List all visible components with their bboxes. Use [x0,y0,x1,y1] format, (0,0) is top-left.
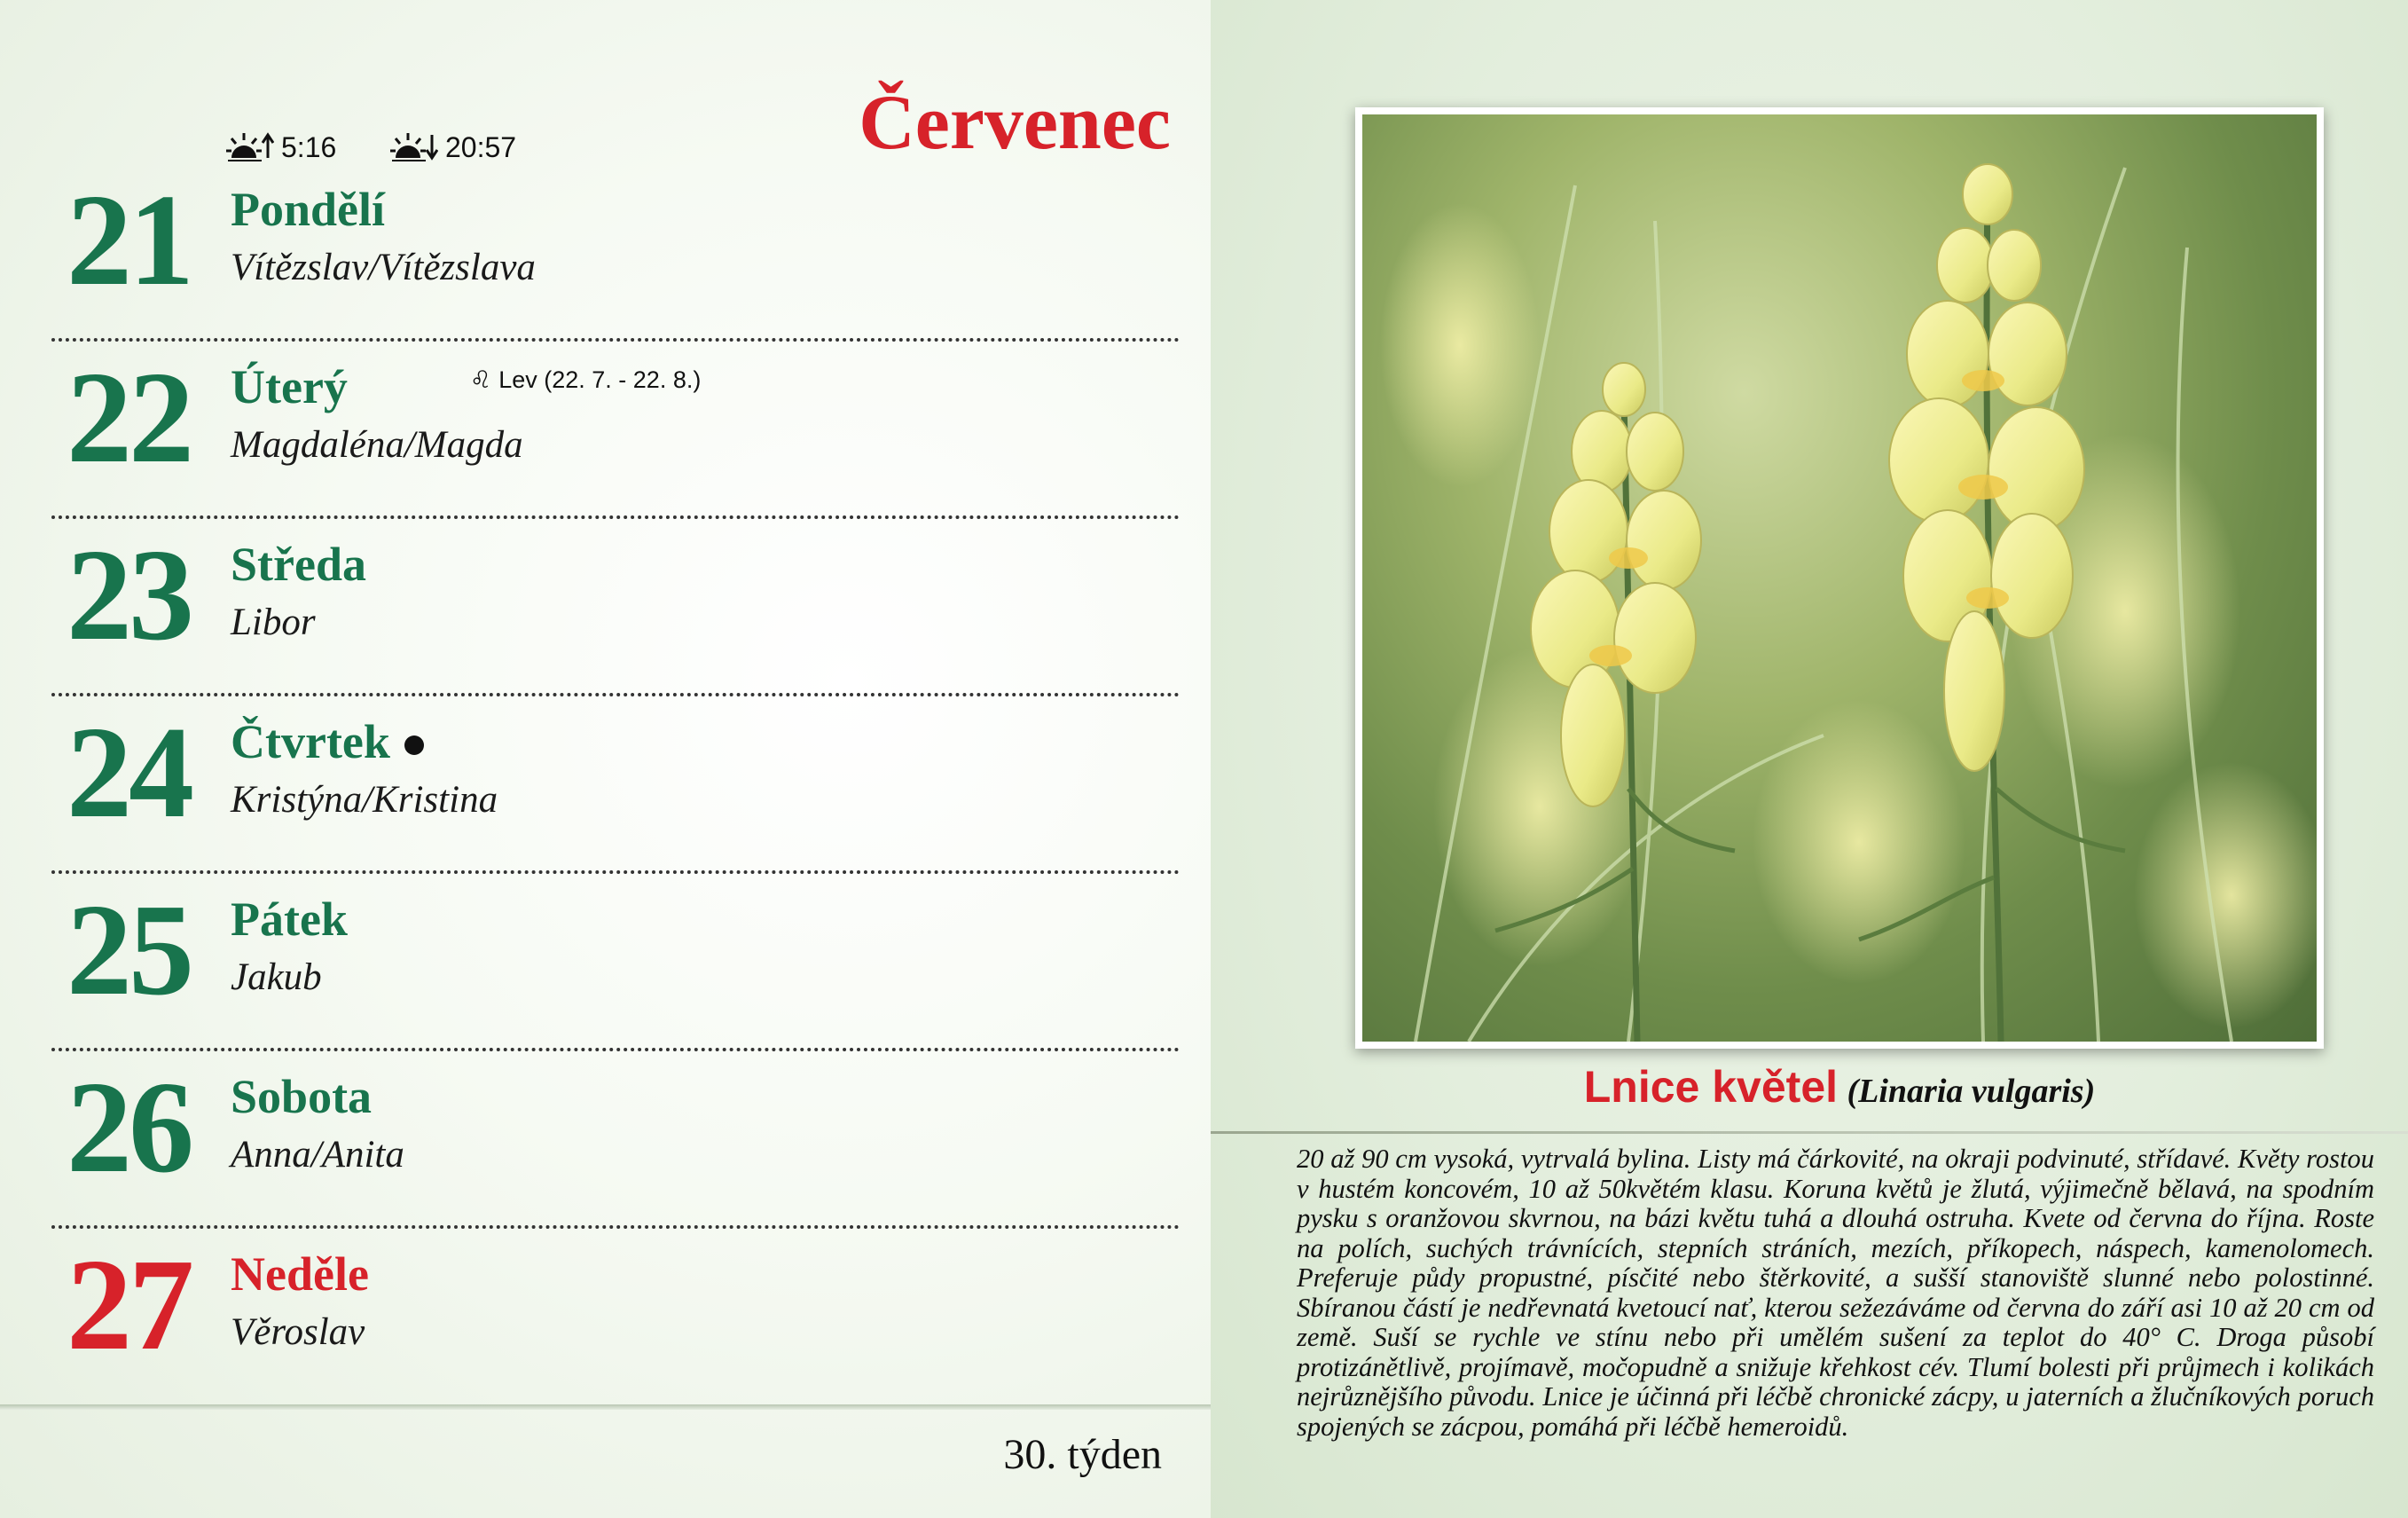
sunset-time: 20:57 [445,130,517,163]
week-number: 30. týden [1003,1431,1162,1478]
day-name: Sobota [231,1070,373,1123]
day-row [0,696,1180,874]
sunset-icon [390,131,438,163]
zodiac-note [470,366,701,394]
new-moon-icon [404,735,424,755]
name-day: Jakub [231,956,322,998]
name-day: Věroslav [231,1311,365,1353]
day-number: 24 [67,700,191,846]
sunrise-icon [226,131,274,163]
month-title: Červenec [859,80,1171,166]
name-day: Vítězslav/Vítězslava [231,247,536,288]
day-number: 23 [67,523,191,668]
day-number: 27 [67,1232,191,1378]
name-day: Libor [231,602,316,643]
day-number: 21 [67,168,191,313]
day-name: Pátek [231,893,348,946]
day-row-sunday [0,1229,1180,1406]
plant-name: Lnice květel [1583,1062,1839,1112]
day-name: Středa [231,538,366,591]
day-row [0,519,1180,696]
title-underline [1211,1131,2408,1134]
name-day: Kristýna/Kristina [231,779,498,821]
plant-illustration [1355,107,2324,1049]
day-name: Čtvrtek [231,715,390,768]
bottom-bar [0,1404,1211,1410]
day-number: 22 [67,345,191,491]
day-name: Neděle [231,1247,369,1301]
day-list [0,164,1180,1406]
leo-icon: ♌ [470,366,492,394]
day-name: Pondělí [231,183,386,236]
day-row [0,164,1180,342]
plant-description: 20 až 90 cm vysoká, vytrvalá bylina. Listy má čárkovité, na okraji podvinuté, střídavé. Květy rostou v hustém koncovém, 10 až 50květém klasu. Koruna květů je žlutá, výjimečně bělavá, na spodním pysku s oranžovou skvrnou, na bázi květu tuhá a dlouhá ostruha. Kvete od června do října. Roste na polích, suchých trávnících, stepních stráních, mezích, příkopech, náspech, kamenolomech. Preferuje půdy propustné, písčité nebo štěrkovité, a sušší stanoviště slunné nebo polostinné. Sbíranou částí je nedřevnatá kvetoucí nať, kterou sežezáváme od června do září asi 10 až 20 cm od země. Suší se rychle ve stínu nebo při umělém sušení za teplot do 40° C. Droga působí protizánětlivě, projímavě, močopudně a snižuje křehkost cév. Tlumí bolesti při průjmech i kolikách nejrůznějšího původu. Lnice je účinná při léčbě chronické zácpy, u jaterních a žlučníkových poruch spojených se zácpou, pomáhá při léčbě hemeroidů. [1297,1144,2374,1442]
zodiac-text: Lev (22. 7. - 22. 8.) [498,366,702,393]
day-name: Úterý [231,360,348,413]
day-name-with-moon [231,714,424,769]
day-number: 26 [67,1055,191,1200]
day-row [0,342,1180,519]
plant-title [1355,1061,2324,1113]
day-number: 25 [67,877,191,1023]
plant-latin-name: (Linaria vulgaris) [1847,1073,2096,1110]
name-day: Magdaléna/Magda [231,424,523,466]
sunrise [226,130,336,165]
day-row [0,1051,1180,1229]
sunset [390,130,516,165]
day-row [0,874,1180,1051]
name-day: Anna/Anita [231,1134,404,1176]
sunrise-time: 5:16 [281,130,337,163]
